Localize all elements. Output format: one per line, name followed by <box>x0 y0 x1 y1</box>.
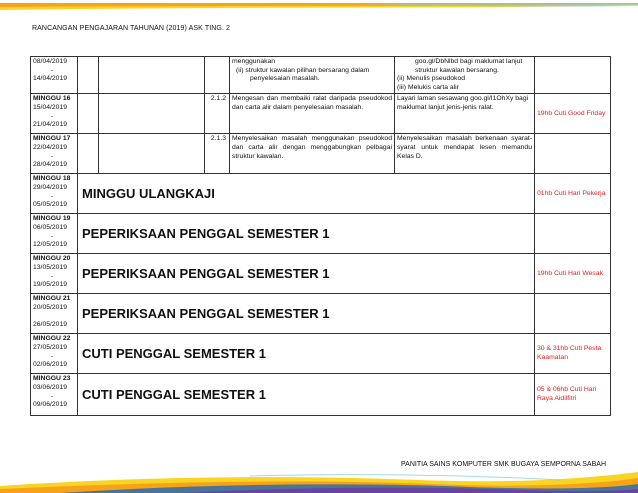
week-end-date: 14/04/2019 <box>33 75 68 83</box>
table-row <box>31 134 611 174</box>
week-title: PEPERIKSAAN PENGGAL SEMESTER 1 <box>78 294 535 334</box>
top-decorative-band <box>0 0 638 10</box>
table-row <box>31 254 611 294</box>
week-start-date: 15/04/2019 <box>33 103 68 111</box>
week-title: CUTI PENGGAL SEMESTER 1 <box>78 334 535 374</box>
week-start-date: 06/05/2019 <box>33 223 68 231</box>
week-label: MINGGU 23 <box>33 375 71 383</box>
week-end-date: 21/04/2019 <box>33 121 68 129</box>
date-dash: - <box>51 66 54 74</box>
note-cell <box>535 134 611 174</box>
content-text: menggunakan <box>232 58 276 65</box>
week-label: MINGGU 22 <box>33 335 71 343</box>
document-header: RANCANGAN PENGAJARAN TAHUNAN (2019) ASK TING. 2 <box>32 25 231 32</box>
week-label: MINGGU 18 <box>33 175 71 183</box>
empty-cell <box>78 57 99 94</box>
activity-cell <box>395 57 535 94</box>
week-start-date: 03/06/2019 <box>33 383 68 391</box>
week-cell <box>31 57 78 94</box>
standard-code: 2.1.2 <box>205 94 230 134</box>
date-dash: - <box>51 352 54 360</box>
date-dash: - <box>51 232 54 240</box>
note-cell: 01hb Cuti Hari Pekerja <box>535 174 611 214</box>
note-cell <box>535 57 611 94</box>
table-row <box>31 294 611 334</box>
table-row <box>31 57 611 94</box>
activity-cell: Menyelesaikan masalah berkenaan syarat-syarat untuk mendapat lesen memandu Kelas D. <box>395 134 535 174</box>
empty-cell <box>99 94 205 134</box>
week-title: PEPERIKSAAN PENGGAL SEMESTER 1 <box>78 254 535 294</box>
week-label: MINGGU 17 <box>33 135 71 143</box>
table-row <box>31 214 611 254</box>
activity-text: goo.gl/DbNlbd bagi maklumat lanjut <box>415 58 523 65</box>
week-cell <box>31 334 78 374</box>
table-row <box>31 94 611 134</box>
date-dash: - <box>51 192 54 200</box>
week-label: MINGGU 16 <box>33 95 71 103</box>
week-cell <box>31 214 78 254</box>
date-dash: - <box>51 112 54 120</box>
week-cell <box>31 94 78 134</box>
note-cell <box>535 214 611 254</box>
week-cell <box>31 254 78 294</box>
note-cell: 19hb Cuti Good Friday <box>535 94 611 134</box>
week-end-date: 12/05/2019 <box>33 241 68 249</box>
empty-cell <box>99 57 205 94</box>
week-end-date: 05/05/2019 <box>33 201 68 209</box>
note-cell <box>535 294 611 334</box>
week-label: MINGGU 20 <box>33 255 71 263</box>
content-text: (ii) struktur kawalan pilihan bersarang dalam <box>236 66 370 74</box>
activity-text: struktur kawalan bersarang. <box>415 66 499 74</box>
table-row <box>31 334 611 374</box>
week-start-date: 22/04/2019 <box>33 143 68 151</box>
content-cell <box>230 57 395 94</box>
week-cell <box>31 134 78 174</box>
content-cell: Menyelesaikan masalah menggunakan pseudokod dan carta alir dengan menggabungkan pelbagai struktur kawalan. <box>230 134 395 174</box>
document-footer: PANITIA SAINS KOMPUTER SMK BUGAYA SEMPORNA SABAH <box>401 461 606 468</box>
date-dash: - <box>51 272 54 280</box>
note-cell: 05 & 06hb Cuti Hari Raya Aidilfitri <box>535 374 611 416</box>
week-start-date: 20/05/2019 <box>33 303 68 311</box>
empty-cell <box>205 57 230 94</box>
week-title: MINGGU ULANGKAJI <box>78 174 535 214</box>
week-cell <box>31 294 78 334</box>
lesson-plan-table <box>30 56 611 416</box>
empty-cell <box>78 94 99 134</box>
content-cell: Mengesan dan membaiki ralat daripada pseudokod dan carta alir dalam penyelesaian masalah. <box>230 94 395 134</box>
week-start-date: 27/05/2019 <box>33 343 68 351</box>
activity-text: (ii) Menulis pseudokod <box>397 75 466 83</box>
week-end-date: 26/05/2019 <box>33 321 68 329</box>
week-cell <box>31 174 78 214</box>
table-row <box>31 174 611 214</box>
week-start-date: 13/05/2019 <box>33 263 68 271</box>
date-spacer <box>33 313 75 322</box>
week-cell <box>31 374 78 416</box>
activity-cell: Layari laman sesawang goo.gl/I1OhXy bagi maklumat lanjut jenis-jenis ralat. <box>395 94 535 134</box>
week-start-date: 08/04/2019 <box>33 58 68 65</box>
week-label: MINGGU 21 <box>33 295 71 303</box>
week-title: PEPERIKSAAN PENGGAL SEMESTER 1 <box>78 214 535 254</box>
date-dash: - <box>51 152 54 160</box>
week-end-date: 19/05/2019 <box>33 281 68 289</box>
empty-cell <box>78 134 99 174</box>
week-end-date: 02/06/2019 <box>33 361 68 369</box>
week-label: MINGGU 19 <box>33 215 71 223</box>
standard-code: 2.1.3 <box>205 134 230 174</box>
activity-text: (iii) Melukis carta alir <box>397 83 459 91</box>
week-end-date: 09/06/2019 <box>33 401 68 409</box>
bottom-decorative-band <box>0 470 638 493</box>
week-title: CUTI PENGGAL SEMESTER 1 <box>78 374 535 416</box>
week-end-date: 28/04/2019 <box>33 161 68 169</box>
week-start-date: 29/04/2019 <box>33 183 68 191</box>
content-text: penyelesaian masalah. <box>250 75 320 83</box>
empty-cell <box>99 134 205 174</box>
date-dash: - <box>51 392 54 400</box>
note-cell: 30 & 31hb Cuti Pesta Kaamatan <box>535 334 611 374</box>
note-cell: 19hb Cuti Hari Wesak <box>535 254 611 294</box>
table-row <box>31 374 611 416</box>
